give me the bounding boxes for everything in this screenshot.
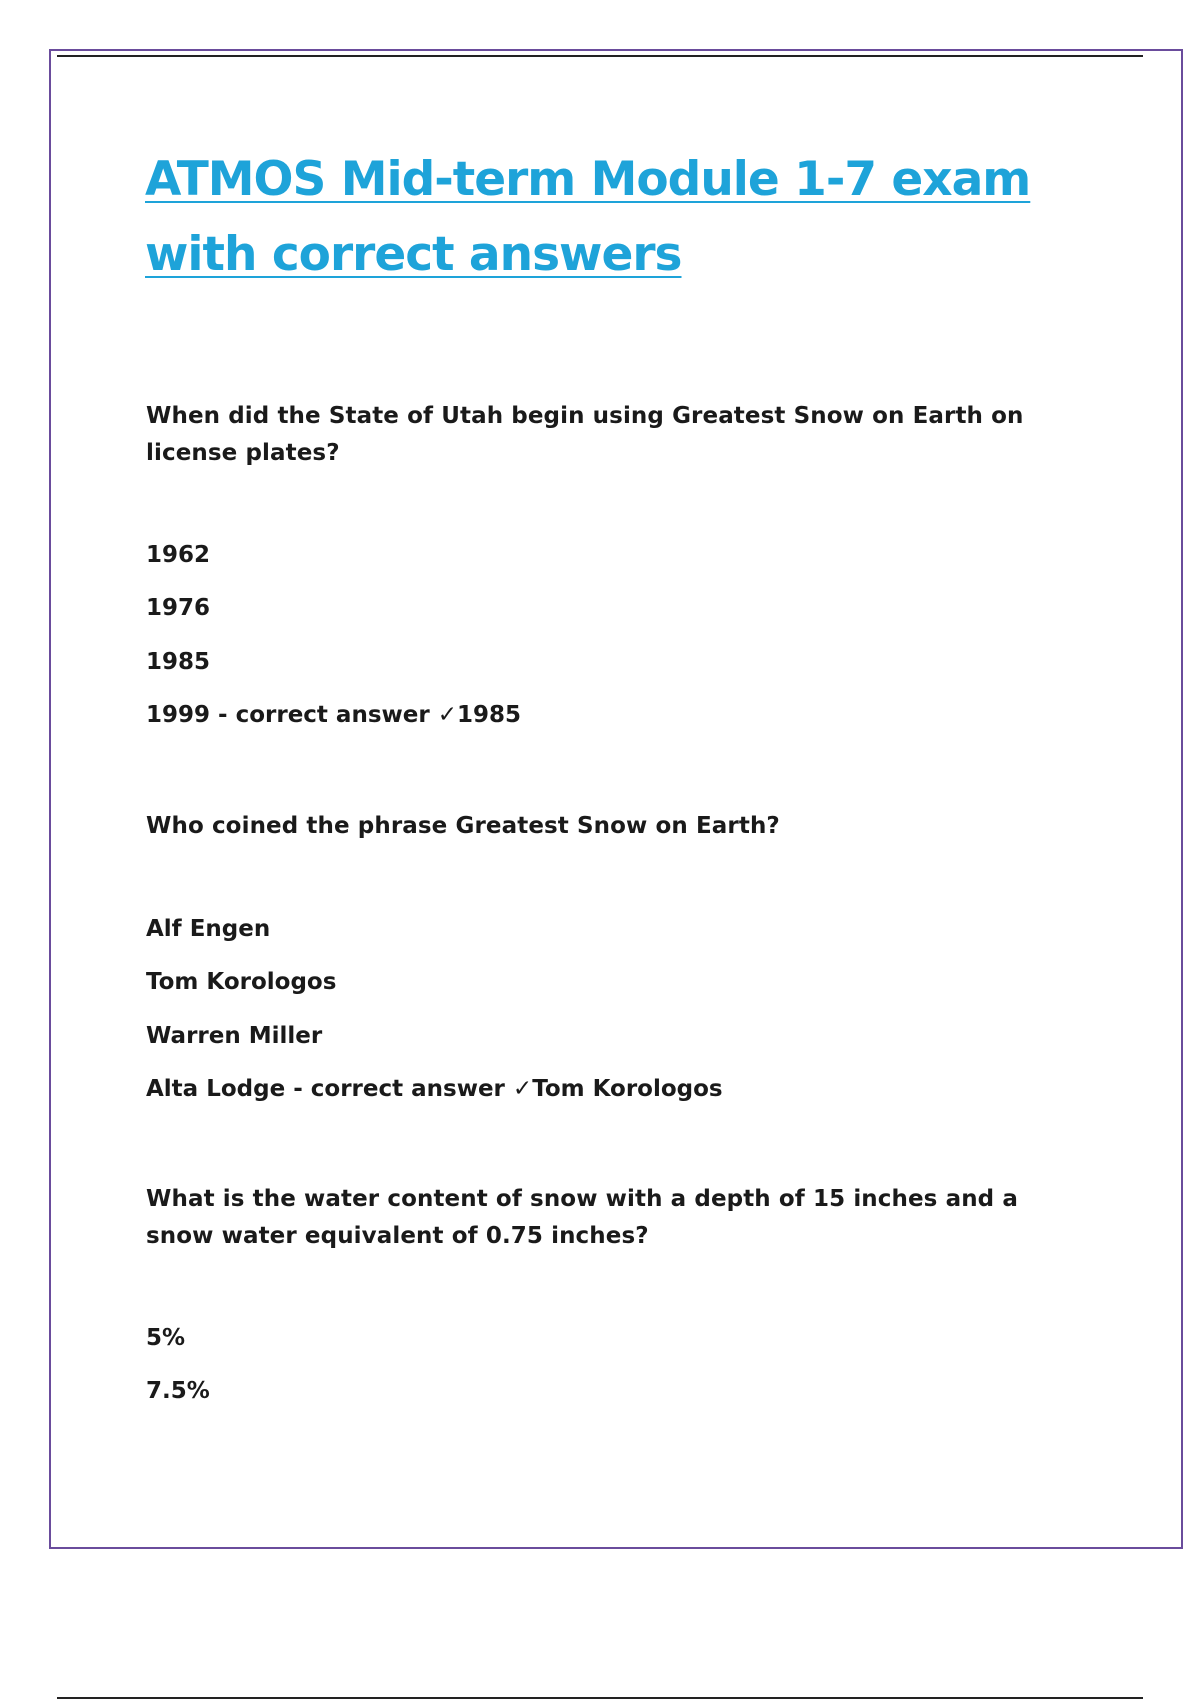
answer-option: 5% [146, 1325, 186, 1351]
answer-option: 1985 [146, 648, 211, 675]
correct-answer-value: Tom Korologos [532, 1075, 723, 1102]
answer-option: Tom Korologos [146, 969, 337, 996]
document-title-line-2: with correct answers [145, 227, 682, 282]
question-text: When did the State of Utah begin using Greatest Snow on Earth on license plates? [146, 403, 1024, 466]
question-block [146, 808, 1066, 1102]
answer-option: 1976 [146, 595, 211, 622]
answer-options [146, 1324, 210, 1431]
answer-option-label: Alta Lodge [146, 1075, 286, 1102]
check-icon: ✓ [437, 701, 457, 728]
answer-options [146, 915, 723, 1128]
check-icon: ✓ [512, 1075, 533, 1102]
correct-answer-label: - correct answer [285, 1075, 513, 1102]
question-block [146, 1181, 1066, 1405]
question-text: What is the water content of snow with a depth of 15 inches and a snow water equivalent of 0.75 inches? [146, 1186, 1018, 1249]
correct-answer-label: - correct answer [210, 701, 438, 728]
answer-option: Warren Miller [146, 1022, 323, 1049]
answer-options [146, 541, 521, 754]
answer-option: 1962 [146, 542, 211, 568]
correct-answer-value: 1985 [457, 701, 522, 728]
document-title [145, 142, 1045, 292]
answer-option-with-correct-answer [146, 701, 521, 754]
document-title-line-1: ATMOS Mid-term Module 1-7 exam [145, 152, 1031, 207]
question-text: Who coined the phrase Greatest Snow on Earth? [146, 813, 780, 839]
question-block [146, 398, 1066, 728]
answer-option-with-correct-answer [146, 1075, 723, 1128]
answer-option-label: 1999 [146, 701, 211, 728]
footer-rule [57, 1697, 1143, 1699]
answer-option: 7.5% [146, 1378, 210, 1405]
answer-option: Alf Engen [146, 916, 271, 942]
